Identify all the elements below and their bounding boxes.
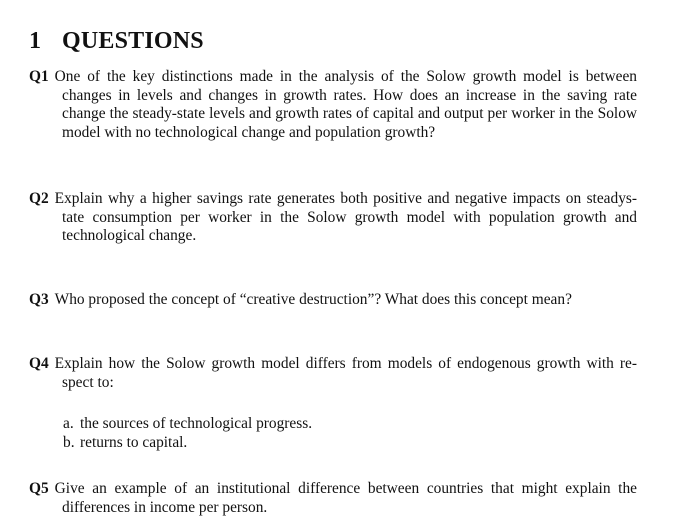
list-marker: a. [63,415,74,432]
section-title: QUESTIONS [62,28,204,54]
section-number: 1 [29,28,42,54]
question-4 [29,355,637,392]
question-4-sublist [63,415,312,452]
question-label: Q1 [29,68,49,85]
question-1 [29,68,637,142]
section-heading [29,27,204,55]
list-item [63,415,312,434]
question-text: Explain why a higher savings rate generates both positive and negative impacts on steadys-tate consumption per worker in the Solow growth model with population growth and technological change. [54,190,637,245]
question-label: Q4 [29,355,49,372]
question-3 [29,291,637,310]
list-item-text: returns to capital. [80,433,188,451]
question-text: Explain how the Solow growth model differs from models of endogenous growth with re-spect to: [54,355,637,391]
question-label: Q2 [29,190,49,207]
question-text: One of the key distinctions made in the analysis of the Solow growth model is between changes in levels and changes in growth rates. How does an increase in the saving rate change the steady-state levels and growth rates of capital and output per worker in the Solow model with no technological change and population growth? [54,68,637,141]
list-item-text: the sources of technological progress. [80,415,313,432]
question-label: Q3 [29,291,49,308]
list-marker: b. [63,433,75,451]
question-text: Who proposed the concept of “creative destruction”? What does this concept mean? [54,291,572,308]
question-2 [29,190,637,246]
question-text: Give an example of an institutional difference between countries that might explain the differences in income per person. [54,480,637,516]
question-label: Q5 [29,480,49,497]
list-item [63,434,312,453]
question-5 [29,480,637,517]
